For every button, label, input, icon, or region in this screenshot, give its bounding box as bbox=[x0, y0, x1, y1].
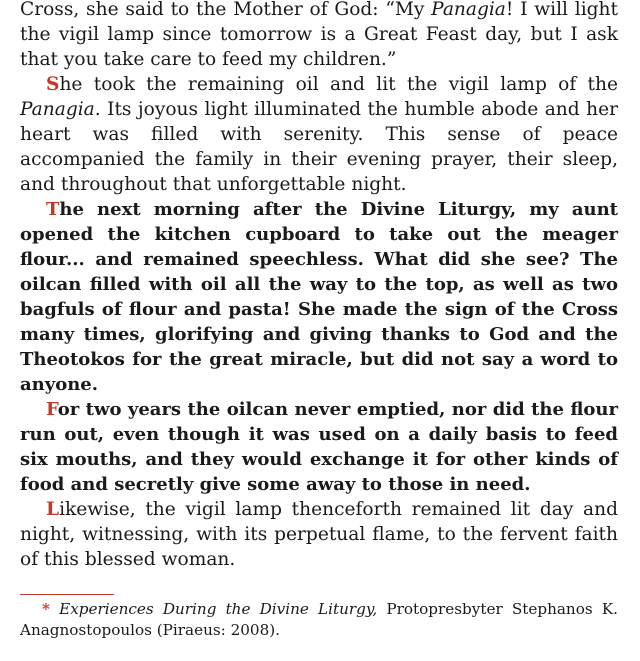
paragraph-3-text: he next morning after the Divine Liturgy, my aunt opened the kitchen cupboard to take out the meager flour... and remained speechless. What did she see? The oilcan filled with oil all the way to the top, as well as two bagfuls of flour and pasta! She made the sign of the Cross many times, glorifying and giving thanks to God and the Theotokos for the great miracle, but did not say a word to anyone. bbox=[20, 199, 618, 395]
footnote-citation: Protopresbyter Stephanos K. Anagnostopoulos (Piraeus: 2008). bbox=[20, 600, 618, 639]
paragraph-1-text-a: Cross, she said to the Mother of God: “My bbox=[20, 0, 432, 20]
paragraph-2-text-a: he took the remaining oil and lit the vigil lamp of the bbox=[59, 74, 618, 95]
paragraph-2 bbox=[20, 72, 618, 197]
paragraph-1-text-b: ! I will light the vigil lamp since tomorrow is a Great Feast day, but I ask that you take care to feed my children.” bbox=[20, 0, 618, 70]
drop-letter: T bbox=[46, 199, 60, 220]
paragraph-2-text-b: . Its joyous light illuminated the humble abode and her heart was filled with serenity. This sense of peace accompanied the family in their evening prayer, their sleep, and throughout that unforgettable night. bbox=[20, 99, 618, 195]
paragraph-2-italic: Panagia bbox=[20, 99, 95, 120]
drop-letter: L bbox=[46, 499, 60, 520]
paragraph-1 bbox=[20, 0, 618, 72]
paragraph-5 bbox=[20, 497, 618, 572]
drop-letter: F bbox=[46, 399, 58, 420]
footnote-marker: * bbox=[42, 600, 50, 618]
drop-letter: S bbox=[46, 74, 60, 95]
paragraph-1-italic: Panagia bbox=[431, 0, 506, 20]
paragraph-4-text: or two years the oilcan never emptied, nor did the flour run out, even though it was used on a daily basis to feed six mouths, and they would exchange it for other kinds of food and secretly give some away to those in need. bbox=[20, 399, 618, 495]
paragraph-5-text: ikewise, the vigil lamp thenceforth remained lit day and night, witnessing, with its perpetual flame, to the fervent faith of this blessed woman. bbox=[20, 499, 618, 570]
paragraph-4 bbox=[20, 397, 618, 497]
footnote-title: Experiences During the Divine Liturgy, bbox=[59, 600, 378, 618]
footnote-divider bbox=[20, 594, 114, 595]
paragraph-3 bbox=[20, 197, 618, 397]
footnote bbox=[20, 599, 618, 641]
